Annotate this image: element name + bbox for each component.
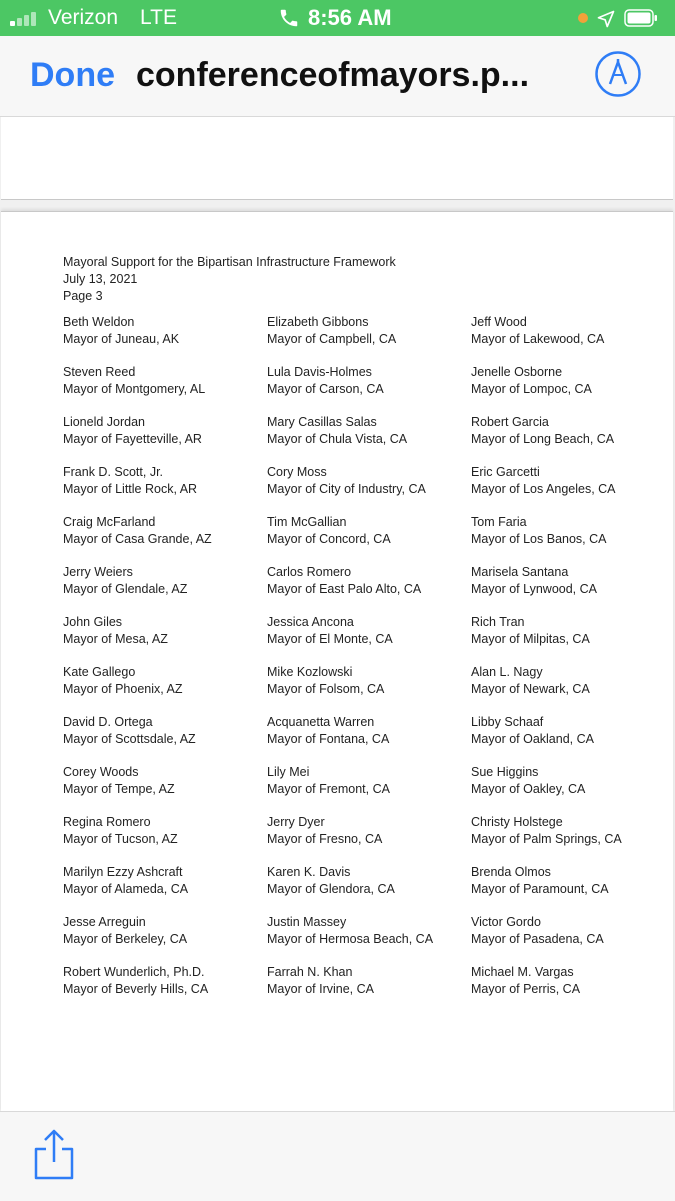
signatory-name: Regina Romero: [63, 815, 151, 829]
signatory-title: Mayor of Los Banos, CA: [471, 532, 607, 546]
signatory-entry: [267, 964, 374, 998]
signatory-title: Mayor of Carson, CA: [267, 382, 384, 396]
signatory-title: Mayor of Fayetteville, AR: [63, 432, 202, 446]
network-type-label: LTE: [140, 6, 177, 29]
signatory-entry: [267, 764, 390, 798]
signatory-entry: [471, 714, 594, 748]
signatory-entry: [471, 514, 606, 548]
signatory-entry: [63, 614, 168, 648]
done-button[interactable]: Done: [30, 56, 115, 94]
signatory-name: Mike Kozlowski: [267, 665, 353, 679]
signatory-name: Marilyn Ezzy Ashcraft: [63, 865, 183, 879]
signatory-title: Mayor of Long Beach, CA: [471, 432, 615, 446]
signatory-title: Mayor of Irvine, CA: [267, 982, 374, 996]
signatory-entry: [267, 614, 393, 648]
signatory-title: Mayor of Chula Vista, CA: [267, 432, 408, 446]
signatory-name: Tim McGallian: [267, 515, 347, 529]
signatory-entry: [63, 414, 202, 448]
signatory-entry: [63, 464, 197, 498]
signatory-title: Mayor of Perris, CA: [471, 982, 581, 996]
signal-strength-icon: [10, 10, 50, 26]
phone-call-icon: [278, 7, 300, 29]
header-page-number: Page 3: [63, 289, 103, 303]
signatory-name: Craig McFarland: [63, 515, 156, 529]
signatory-title: Mayor of Campbell, CA: [267, 332, 397, 346]
signatory-title: Mayor of Phoenix, AZ: [63, 682, 183, 696]
signatory-name: Sue Higgins: [471, 765, 539, 779]
signatory-entry: [267, 914, 433, 948]
signatory-entry: [267, 664, 384, 698]
signatory-name: Kate Gallego: [63, 665, 136, 679]
signatory-name: David D. Ortega: [63, 715, 153, 729]
signatory-title: Mayor of Glendora, CA: [267, 882, 395, 896]
clock-time: 8:56 AM: [308, 5, 392, 30]
signatory-title: Mayor of Lynwood, CA: [471, 582, 597, 596]
signatory-name: Farrah N. Khan: [267, 965, 353, 979]
signatory-entry: [63, 914, 187, 948]
signatory-entry: [267, 514, 391, 548]
signatory-entry: [267, 564, 421, 598]
signatory-title: Mayor of Casa Grande, AZ: [63, 532, 212, 546]
signatory-entry: [267, 814, 382, 848]
signatory-entry: [471, 764, 585, 798]
signatory-entry: [471, 414, 614, 448]
signatory-entry: [267, 464, 426, 498]
signatory-entry: [63, 514, 212, 548]
markup-pen-icon[interactable]: [594, 50, 642, 98]
signatory-title: Mayor of Beverly Hills, CA: [63, 982, 209, 996]
signatory-title: Mayor of Lompoc, CA: [471, 382, 592, 396]
signatory-entry: [267, 364, 384, 398]
signatory-name: Rich Tran: [471, 615, 525, 629]
signatory-title: Mayor of Paramount, CA: [471, 882, 609, 896]
location-arrow-icon: [596, 9, 616, 29]
signatory-entry: [471, 914, 604, 948]
signatory-entry: [63, 364, 205, 398]
signatory-entry: [63, 564, 187, 598]
signatory-name: Jeff Wood: [471, 315, 527, 329]
signatory-title: Mayor of City of Industry, CA: [267, 482, 426, 496]
signatory-title: Mayor of Scottsdale, AZ: [63, 732, 196, 746]
signatory-entry: [267, 864, 395, 898]
signatory-name: Libby Schaaf: [471, 715, 544, 729]
battery-icon: [624, 9, 658, 27]
signatory-name: Brenda Olmos: [471, 865, 551, 879]
signatory-name: Jerry Dyer: [267, 815, 325, 829]
signatory-title: Mayor of Fresno, CA: [267, 832, 383, 846]
recording-indicator-dot: [578, 13, 588, 23]
signatory-title: Mayor of Lakewood, CA: [471, 332, 605, 346]
signatory-name: Acquanetta Warren: [267, 715, 375, 729]
previous-page: [1, 117, 673, 200]
signatory-entry: [471, 964, 580, 998]
signatory-title: Mayor of Concord, CA: [267, 532, 391, 546]
signatory-entry: [471, 814, 622, 848]
signatory-title: Mayor of Juneau, AK: [63, 332, 180, 346]
signatory-name: Robert Garcia: [471, 415, 549, 429]
header-date: July 13, 2021: [63, 272, 138, 286]
signatory-name: Jerry Weiers: [63, 565, 133, 579]
bottom-toolbar: [0, 1111, 675, 1201]
signatory-name: Alan L. Nagy: [471, 665, 543, 679]
signatory-name: Elizabeth Gibbons: [267, 315, 369, 329]
signatory-name: Beth Weldon: [63, 315, 135, 329]
signatory-title: Mayor of Los Angeles, CA: [471, 482, 616, 496]
signatory-entry: [471, 864, 609, 898]
signatory-entry: [63, 764, 175, 798]
signatory-name: Jesse Arreguin: [63, 915, 146, 929]
header-title: Mayoral Support for the Bipartisan Infrastructure Framework: [63, 255, 396, 269]
signatory-title: Mayor of Little Rock, AR: [63, 482, 198, 496]
signatory-title: Mayor of Milpitas, CA: [471, 632, 590, 646]
signatory-entry: [267, 414, 407, 448]
signatory-title: Mayor of Berkeley, CA: [63, 932, 188, 946]
signatory-entry: [63, 864, 188, 898]
signatory-title: Mayor of Mesa, AZ: [63, 632, 168, 646]
signatory-name: Jenelle Osborne: [471, 365, 563, 379]
signatory-title: Mayor of El Monte, CA: [267, 632, 393, 646]
signatory-entry: [471, 464, 616, 498]
signatory-name: Frank D. Scott, Jr.: [63, 465, 164, 479]
signatory-entry: [63, 314, 179, 348]
signatory-entry: [471, 664, 590, 698]
signatory-name: Lula Davis-Holmes: [267, 365, 372, 379]
carrier-label: Verizon: [48, 6, 119, 29]
signatory-entry: [471, 314, 604, 348]
signatory-title: Mayor of Hermosa Beach, CA: [267, 932, 434, 946]
signatory-entry: [471, 614, 590, 648]
signatory-name: Eric Garcetti: [471, 465, 540, 479]
signatory-name: Carlos Romero: [267, 565, 352, 579]
page-header: [63, 254, 396, 305]
signatory-title: Mayor of Newark, CA: [471, 682, 590, 696]
signatory-title: Mayor of Fontana, CA: [267, 732, 390, 746]
signatory-title: Mayor of East Palo Alto, CA: [267, 582, 422, 596]
signatory-name: John Giles: [63, 615, 123, 629]
signatory-title: Mayor of Tempe, AZ: [63, 782, 175, 796]
pdf-page: [1, 211, 673, 1112]
signatory-title: Mayor of Tucson, AZ: [63, 832, 178, 846]
signatory-name: Justin Massey: [267, 915, 347, 929]
signatory-entry: [63, 814, 178, 848]
signatory-title: Mayor of Oakley, CA: [471, 782, 586, 796]
status-bar: [0, 0, 675, 36]
signatory-name: Michael M. Vargas: [471, 965, 574, 979]
document-title: conferenceofmayors.p...: [136, 56, 530, 94]
signatory-name: Karen K. Davis: [267, 865, 351, 879]
signatory-name: Lily Mei: [267, 765, 310, 779]
signatory-name: Victor Gordo: [471, 915, 541, 929]
signatory-entry: [63, 664, 183, 698]
share-icon[interactable]: [32, 1129, 76, 1181]
signatory-name: Tom Faria: [471, 515, 527, 529]
signatory-name: Christy Holstege: [471, 815, 563, 829]
signatory-name: Jessica Ancona: [267, 615, 354, 629]
signatory-name: Marisela Santana: [471, 565, 569, 579]
signatory-title: Mayor of Glendale, AZ: [63, 582, 188, 596]
signatory-name: Cory Moss: [267, 465, 327, 479]
pdf-viewer[interactable]: [0, 117, 675, 1111]
signatory-title: Mayor of Oakland, CA: [471, 732, 594, 746]
signatory-name: Mary Casillas Salas: [267, 415, 377, 429]
signatory-title: Mayor of Pasadena, CA: [471, 932, 604, 946]
signatory-name: Lioneld Jordan: [63, 415, 146, 429]
signatory-title: Mayor of Palm Springs, CA: [471, 832, 622, 846]
signatory-entry: [267, 314, 396, 348]
signatory-entry: [63, 964, 208, 998]
signatory-title: Mayor of Alameda, CA: [63, 882, 189, 896]
signatory-name: Robert Wunderlich, Ph.D.: [63, 965, 205, 979]
signatory-title: Mayor of Fremont, CA: [267, 782, 390, 796]
signatory-title: Mayor of Montgomery, AL: [63, 382, 206, 396]
navigation-bar: [0, 36, 675, 117]
signatory-name: Steven Reed: [63, 365, 136, 379]
signatory-entry: [471, 564, 597, 598]
signatory-entry: [267, 714, 389, 748]
signatory-entry: [63, 714, 196, 748]
signatory-entry: [471, 364, 592, 398]
signatory-name: Corey Woods: [63, 765, 139, 779]
signatory-title: Mayor of Folsom, CA: [267, 682, 385, 696]
